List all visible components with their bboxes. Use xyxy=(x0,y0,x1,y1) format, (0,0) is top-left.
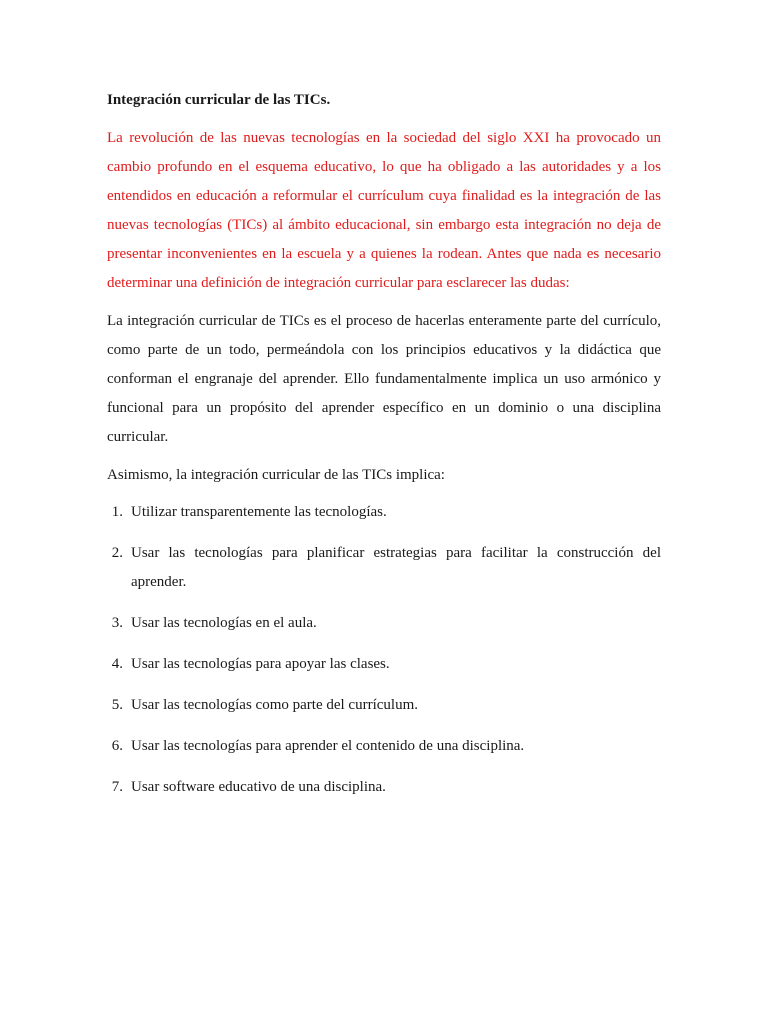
list-item-number: 3. xyxy=(111,615,123,631)
list-item-text: Usar las tecnologías para planificar estrategias para facilitar la construcción del aprender. xyxy=(131,545,661,590)
list-item-number: 7. xyxy=(111,779,123,795)
document-title: Integración curricular de las TICs. xyxy=(107,92,331,108)
numbered-list xyxy=(87,498,661,802)
list-item-number: 1. xyxy=(111,504,123,520)
list-item xyxy=(87,691,661,720)
list-item-text: Usar software educativo de una disciplina. xyxy=(131,779,386,795)
list-item-text: Usar las tecnologías en el aula. xyxy=(131,615,317,631)
list-item xyxy=(87,539,661,597)
list-item xyxy=(87,773,661,802)
numbered-list-container xyxy=(87,498,661,802)
list-item xyxy=(87,732,661,761)
list-item-text: Utilizar transparentemente las tecnologías. xyxy=(131,504,387,520)
list-item xyxy=(87,609,661,638)
document-body xyxy=(107,86,661,814)
list-item-text: Usar las tecnologías para aprender el contenido de una disciplina. xyxy=(131,738,525,754)
list-item-text: Usar las tecnologías como parte del currículum. xyxy=(131,697,418,713)
list-item-number: 4. xyxy=(111,656,123,672)
list-item xyxy=(87,650,661,679)
list-item-number: 5. xyxy=(111,697,123,713)
paragraph-definition: La integración curricular de TICs es el proceso de hacerlas enteramente parte del currículo, como parte de un todo, permeándola con los principios educativos y la didáctica que conforman el engranaje del aprender. Ello fundamentalmente implica un uso armónico y funcional para un propósito del aprender específico en un dominio o una disciplina curricular. xyxy=(107,313,661,445)
list-item xyxy=(87,498,661,527)
paragraph-red-intro: La revolución de las nuevas tecnologías en la sociedad del siglo XXI ha provocado un cambio profundo en el esquema educativo, lo que ha obligado a las autoridades y a los entendidos en educación a reformular el currículum cuya finalidad es la integración de las nuevas tecnologías (TICs) al ámbito educacional, sin embargo esta integración no deja de presentar inconvenientes en la escuela y a quienes la rodean. Antes que nada es necesario determinar una definición de integración curricular para esclarecer las dudas: xyxy=(107,130,661,291)
list-item-number: 2. xyxy=(111,545,123,561)
list-item-number: 6. xyxy=(111,738,123,754)
list-item-text: Usar las tecnologías para apoyar las clases. xyxy=(131,656,390,672)
list-intro: Asimismo, la integración curricular de las TICs implica: xyxy=(107,467,445,483)
